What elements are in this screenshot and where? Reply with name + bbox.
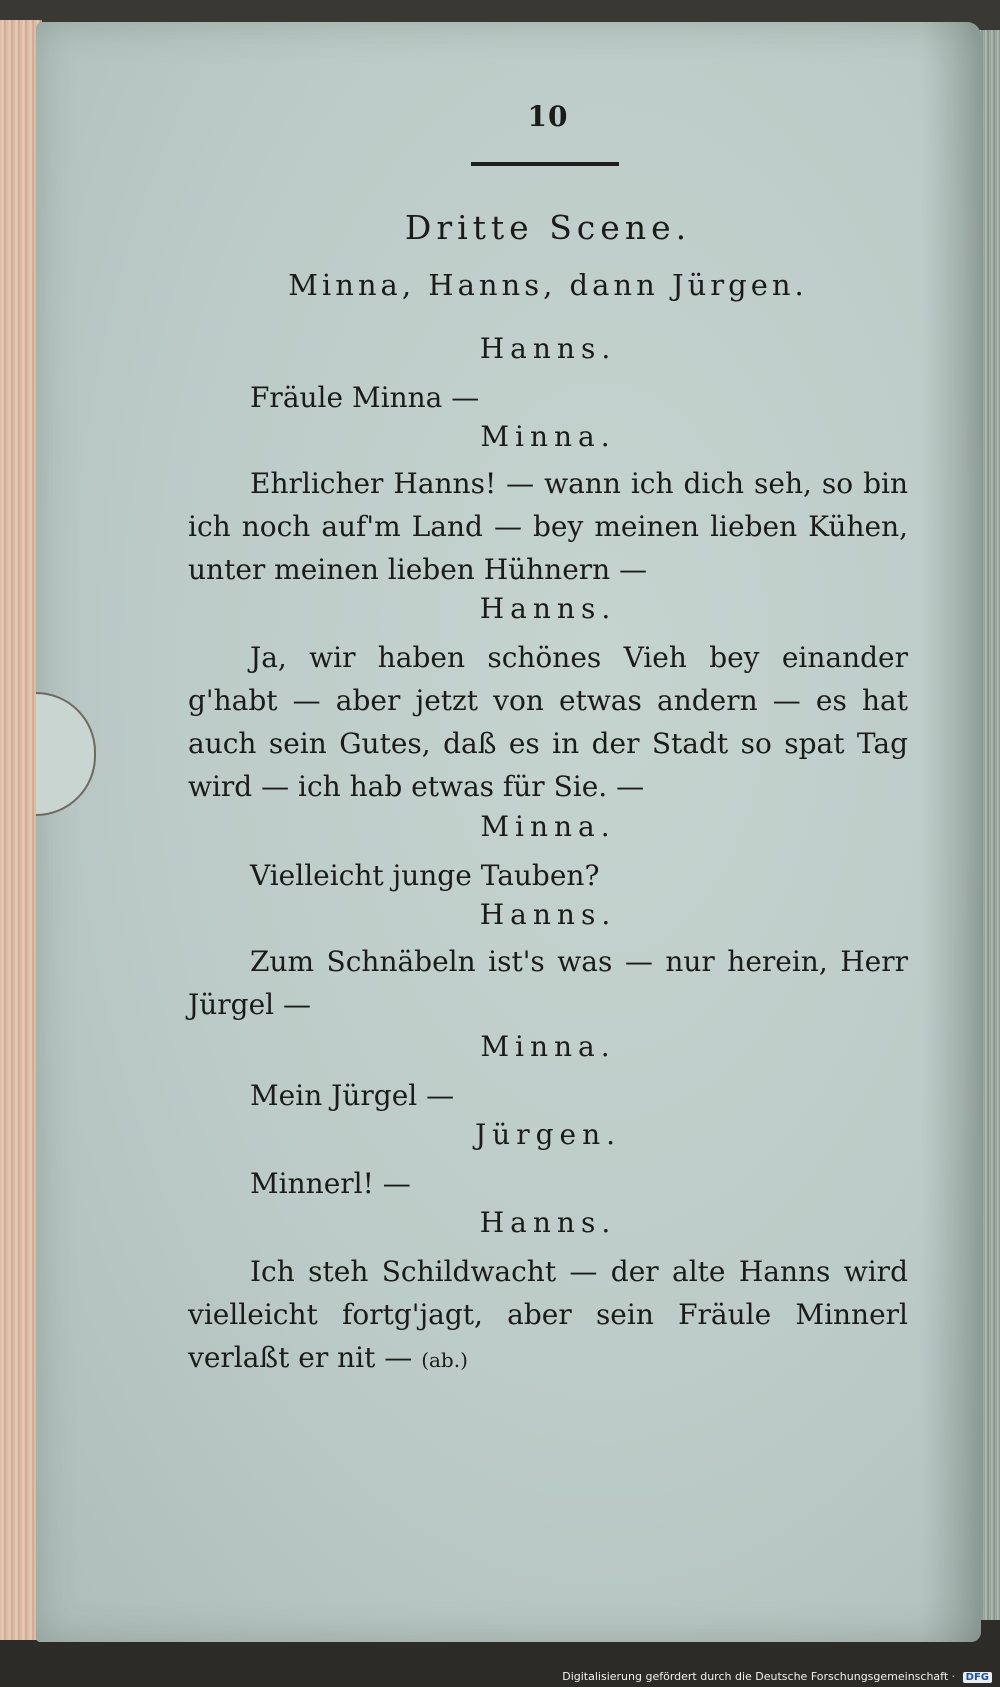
- speaker-name: Minna.: [480, 1030, 616, 1063]
- dialogue-text: Minnerl! —: [250, 1167, 411, 1200]
- digitization-credit: [562, 1670, 992, 1683]
- header-rule: [471, 162, 619, 166]
- speaker-name: Hanns.: [479, 592, 617, 625]
- dialogue-text: Ja, wir haben schönes Vieh bey einander g'habt — aber jetzt von etwas andern — es hat auch sein Gutes, daß es in der Stadt so spat Tag wird — ich hab etwas für Sie. —: [188, 641, 908, 803]
- speaker-name: Hanns.: [479, 332, 617, 365]
- page-stack-edges-right: [978, 30, 1000, 1620]
- dialogue-text: Mein Jürgel —: [250, 1079, 455, 1112]
- character-list: Minna, Hanns, dann Jürgen.: [288, 268, 808, 302]
- stage-direction: (ab.): [421, 1348, 468, 1372]
- scene-title: Dritte Scene.: [404, 208, 692, 247]
- dialogue-text: Ehrlicher Hanns! — wann ich dich seh, so bin ich noch auf'm Land — bey meinen lieben Kühen, unter meinen lieben Hühnern —: [188, 467, 908, 586]
- thumb-index-tab: [36, 692, 96, 816]
- speaker-name: Hanns.: [479, 1206, 617, 1239]
- speaker-name: Minna.: [480, 810, 616, 843]
- dialogue-text-with-aside: [188, 1250, 908, 1382]
- speaker-name: Jürgen.: [474, 1118, 622, 1151]
- page-number: 10: [527, 100, 569, 133]
- dialogue-text: Vielleicht junge Tauben?: [250, 859, 600, 892]
- speaker-name: Minna.: [480, 420, 616, 453]
- credit-text: Digitalisierung gefördert durch die Deutsche Forschungsgemeinschaft ·: [562, 1670, 956, 1683]
- dialogue-text: Zum Schnäbeln ist's was — nur herein, Herr Jürgel —: [188, 945, 908, 1021]
- speaker-name: Hanns.: [479, 898, 617, 931]
- dialogue-text: Ich steh Schildwacht — der alte Hanns wird vielleicht fortg'jagt, aber sein Fräule Minnerl verlaßt er nit —: [188, 1255, 908, 1374]
- dfg-logo: DFG: [963, 1672, 992, 1683]
- dialogue-text: Fräule Minna —: [250, 381, 480, 414]
